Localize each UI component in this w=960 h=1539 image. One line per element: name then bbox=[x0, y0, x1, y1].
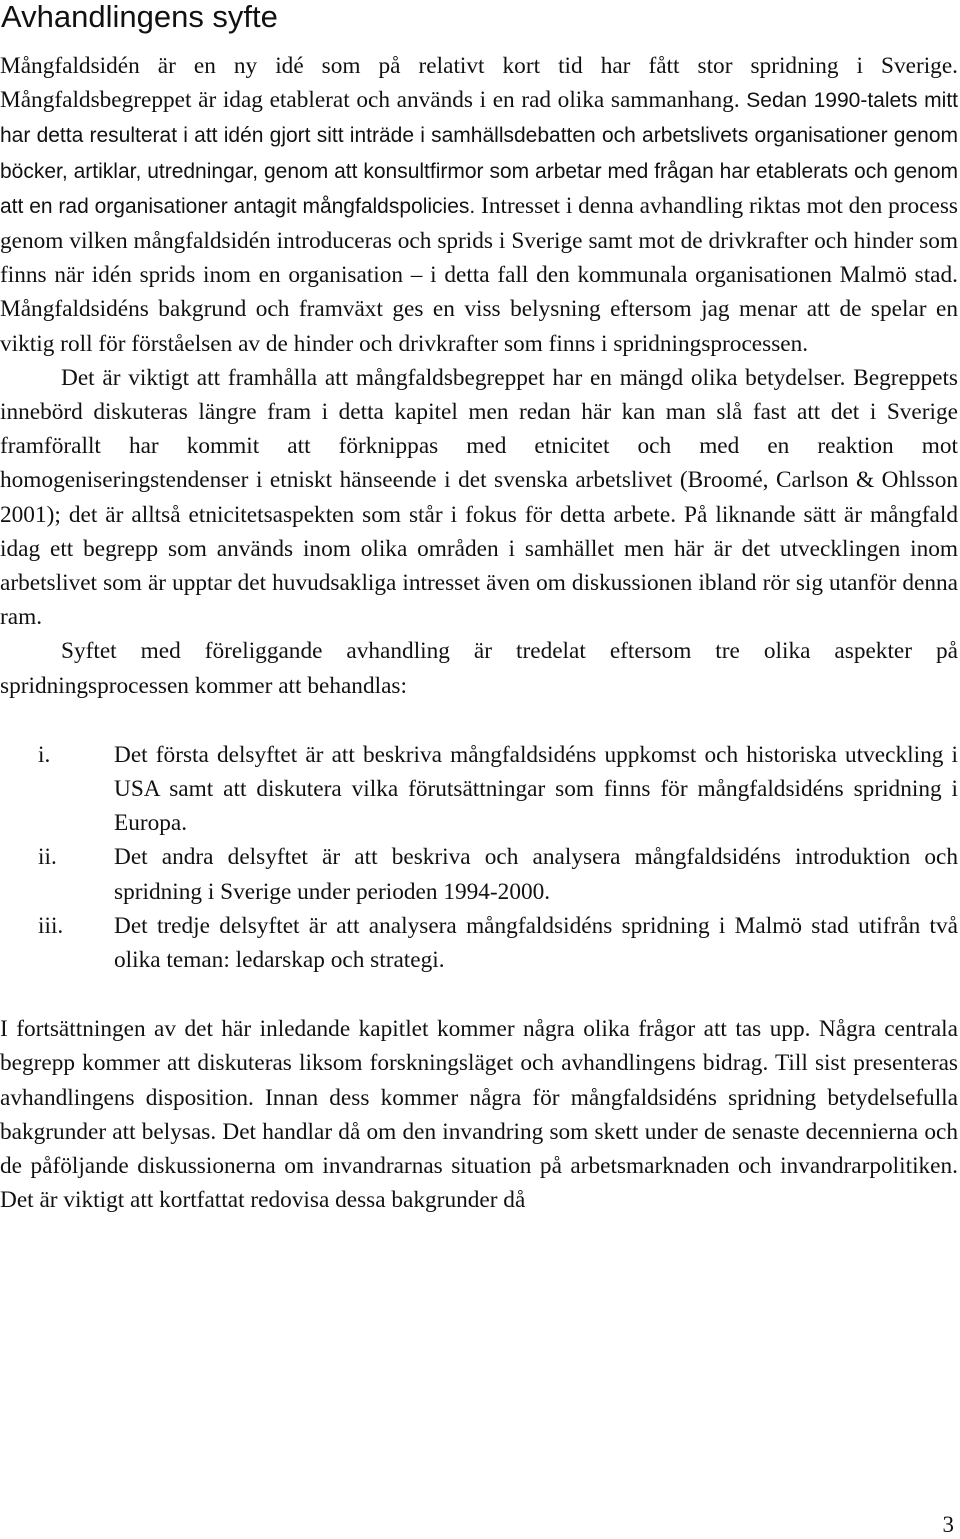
paragraph-intro-seg-3: Intresset i denna avhandling riktas mot den process genom vilken mångfaldsidén introduceras och sprids i Sverige samt mot de drivkrafter och hinder som finns när idén sprids inom en organisation – i detta fall den kommunala organisationen Malmö stad. Mångfaldsidéns bakgrund och framväxt ges en viss belysning eftersom jag menar att de spelar en viktig roll för förståelsen av de hinder och drivkrafter som finns i spridningsprocessen. bbox=[0, 192, 958, 357]
paragraph-diversity-meaning: Det är viktigt att framhålla att mångfaldsbegreppet har en mängd olika betydelser. Begreppets innebörd diskuteras längre fram i detta kapitel men redan här kan man slå fast att det i Sverige framförallt har kommit att förknippas med etnicitet och med en reaktion mot homogeniseringstendenser i etniskt hänseende i det svenska arbetslivet (Broomé, Carlson & Ohlsson 2001); det är alltså etnicitetsaspekten som står i fokus för detta arbete. På liknande sätt är mångfald idag ett begrepp som används inom olika områden i samhället men här är det utvecklingen inom arbetslivet som är upptar det huvudsakliga intresset även om diskussionen ibland rör sig utanför denna ram. bbox=[0, 364, 958, 631]
aims-list-item bbox=[0, 738, 958, 841]
aims-list-item bbox=[0, 909, 958, 977]
section-heading: Avhandlingens syfte bbox=[1, 0, 278, 34]
list-marker: ii. bbox=[38, 844, 57, 871]
paragraph-continuation: I fortsättningen av det här inledande kapitlet kommer några olika frågor att tas upp. Några centrala begrepp kommer att diskuteras liksom forskningsläget och avhandlingens bidrag. Till sist presenteras avhandlingens disposition. Innan dess kommer några för mångfaldsidéns spridning betydelsefulla bakgrunder att belysas. Det handlar då om den invandring som skett under de senaste decennierna och de påföljande diskussionerna om invandrarnas situation på arbetsmarknaden och invandrarpolitiken. Det är viktigt att kortfattat redovisa dessa bakgrunder då bbox=[0, 1016, 958, 1214]
aims-list-item bbox=[0, 840, 958, 908]
list-item-text: Det tredje delsyftet är att analysera mångfaldsidéns spridning i Malmö stad utifrån två olika teman: ledarskap och strategi. bbox=[114, 912, 958, 974]
list-marker: i. bbox=[38, 741, 51, 768]
aims-list bbox=[0, 738, 958, 977]
list-item-text: Det andra delsyftet är att beskriva och analysera mångfaldsidéns introduktion och spridning i Sverige under perioden 1994-2000. bbox=[114, 844, 958, 905]
paragraph-aim: Syftet med föreliggande avhandling är tredelat eftersom tre olika aspekter på spridningsprocessen kommer att behandlas: bbox=[0, 638, 958, 699]
body-text bbox=[0, 49, 958, 1218]
page-number: 3 bbox=[942, 1512, 954, 1537]
paragraph-intro bbox=[0, 49, 958, 361]
paragraph-intro-seg-1: Mångfaldsidén är en ny idé som på relativt kort tid har fått stor spridning i Sverige. Mångfaldsbegreppet är idag etablerat och används i en rad olika sammanhang. bbox=[0, 53, 958, 114]
list-marker: iii. bbox=[38, 912, 64, 939]
paragraph-intro-seg-2: Sedan 1990-talets mitt har detta resulterat i att idén gjort sitt inträde i samhällsdebatten och arbetslivets organisationer genom böcker, artiklar, utredningar, genom att konsultfirmor som arbetar med frågan har etablerats och genom att en rad organisationer antagit mångfaldspolicies. bbox=[0, 89, 958, 218]
list-item-text: Det första delsyftet är att beskriva mångfaldsidéns uppkomst och historiska utveckling i USA samt att diskutera vilka förutsättningar som finns för mångfaldsidéns spridning i Europa. bbox=[114, 741, 958, 837]
